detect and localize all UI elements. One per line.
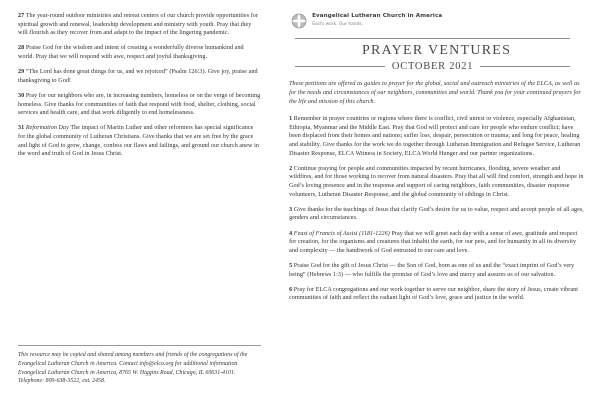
organization-name: Evangelical Lutheran Church in America [312,13,443,19]
subtitle-rule-left [295,66,385,67]
entry-number: 1 [289,116,293,123]
entry-text: Remember in prayer countries or regions where there is conflict, civil unrest or violence, especially Afghanistan, Ethiopia, Myanmar and the Middle East. Pray that God will protect and care for people who endure conflict; have been displaced from their homes and nations; suffer loss, despair, persecution or trauma; and long for peace, healing and stability. Give thanks for the work we do together through Lutheran Immigration and Refugee Service, Lutheran Disaster Response, ELCA Witness in Society, ELCA World Hunger and our partner organizations. [289,116,581,157]
entry-number: 6 [289,286,293,293]
entry-text: The impact of Martin Luther and other reformers has special significance for the global community of Lutheran Christians. Give thanks that we are set free by the grace and light of God to grow, change, confess our flaws and failings, and ground our church anew in the word and truth of God in Jesus Christ. [18,125,259,158]
masthead-text [312,12,442,26]
title-top-divider [295,38,570,39]
footer-text: This resource may be copied and shared among members and friends of the congregations of the Evangelical Lutheran Church in America. Contact info@elca.org for additional information. Evangelical Lutheran Church in America, 8765 W. Higgins Road, Chicago, IL 60631-4101. Telephone: 800-638-3522, ext. 2458. [18,352,248,385]
right-column [275,12,584,388]
left-column-entry [18,68,261,85]
left-column-entry [18,92,261,118]
entry-number: 30 [18,92,25,99]
entry-text: Praise God for the gift of Jesus Christ — the Son of God, born as one of us and the “exact imprint of God’s very being” (Hebrews 1:3) — who fulfills the promise of God’s love and mercy and assures us of our salvation. [289,263,575,278]
entry-number: 28 [18,45,25,52]
footer-divider [18,345,261,346]
entry-number: 2 [289,165,293,172]
page-subtitle: OCTOBER 2021 [391,61,474,72]
right-column-entry [289,165,584,200]
entry-text: “The Lord has done great things for us, and we rejoiced” (Psalm 126:3). Give joy, praise and thanksgiving to God! [18,69,258,84]
left-column-entry [18,12,261,38]
right-column-entry [289,206,584,223]
entry-number: 27 [18,13,25,19]
entry-text: Praise God for the wisdom and intent of creating a wonderfully diverse humankind and world. Pray that we will respond with awe, respect and joyful thanksgiving. [18,45,244,61]
left-column [18,12,275,388]
entry-text: Pray that we will greet each day with a sense of awe, gratitude and respect for creation, for the organisms and creatures that inhabit the earth, for our pets, and for humanity in all its diversity and complexity — the handiwork of God entrusted to our care and love. [289,230,578,254]
subtitle-row [295,61,570,72]
elca-cross-globe-icon [291,13,307,29]
entry-number: 3 [289,206,293,213]
subtitle-rule-right [480,66,570,67]
footer-box [18,345,261,386]
right-column-entry [289,286,584,303]
entry-text: Pray for our neighbors who are, in increasing numbers, homeless or on the verge of becoming homeless. Give thanks for communities of faith that respond with food, shelter, clothing, social services and health care, and that work diligently to end homelessness. [18,92,261,117]
left-column-entry [18,44,261,61]
entry-number: 5 [289,263,293,270]
intro-paragraph: These petitions are offered as guides to prayer for the global, social and outreach ministries of the ELCA, as well as for the needs and circumstances of our neighbors, communities and world. Thank you for your continued prayers for the life and mission of this church. [289,81,581,106]
entry-number: 4 [289,230,293,237]
entry-heading: Reformation Day [25,125,69,132]
left-column-entries [18,12,261,159]
entry-number: 29 [18,69,25,76]
entry-text: Give thanks for the teachings of Jesus that clarify God’s desire for us to value, respect and accept people of all ages, genders and circumstances. [289,206,584,222]
right-column-entry [289,230,584,256]
right-column-entry [289,115,584,158]
left-column-entry [18,124,261,159]
organization-tagline: God's work. Our hands. [312,21,363,27]
entry-text: Continue praying for people and communities impacted by recent hurricanes, flooding, severe weather and wildfires, and for those working to recover from natural disasters. Pray that all will find comfort, strength and hope in God’s loving presence and in the response and support of caring neighbors, faith communities, disaster response volunteers, Lutheran Disaster Response, and the global community of siblings in Christ. [289,165,584,198]
entry-text: Pray for ELCA congregations and our work together to serve our neighbor, share the story of Jesus, create vibrant communities of faith and reflect the radiant light of God’s love, grace and justice in the world. [289,286,578,302]
page-title: PRAYER VENTURES [361,43,512,58]
entry-number: 31 [18,125,25,132]
masthead [289,12,584,29]
right-column-entries [289,115,584,303]
entry-text: The year-round outdoor ministries and retreat centers of our church provide opportunities for spiritual growth and renewal, leadership development and ministry with youth. Pray that they will flourish as they recover from and adapt to the impact of the lingering pandemic. [18,13,259,37]
right-column-entry [289,262,584,279]
entry-heading: Feast of Francis of Assisi (1181-1226) [293,230,390,237]
